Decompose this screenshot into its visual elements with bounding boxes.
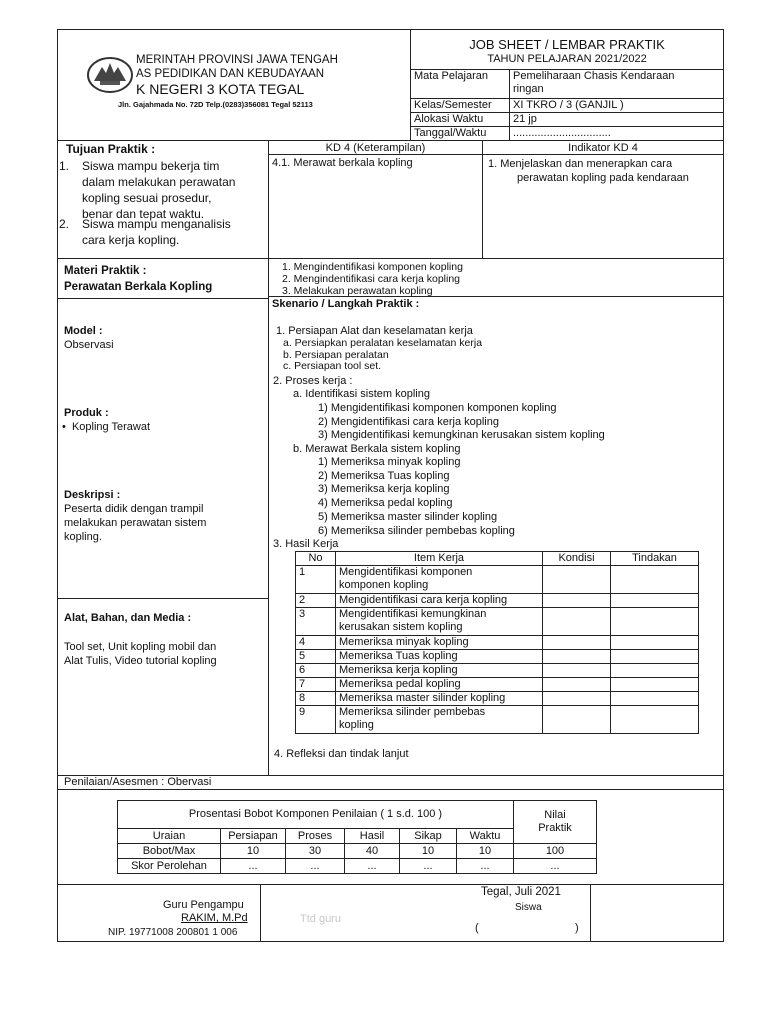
score-table: Prosentasi Bobot Komponen Penilaian ( 1 s.d. 100 ) Nilai Praktik Uraian Persiapan Proses Hasil Sikap Waktu Bobot/Max 10 30 40 10 10 100 Skor Perolehan ... ... ... ... ... ... [117, 800, 597, 874]
table-row: 1 Mengidentifikasi komponen komponen kopling [296, 566, 699, 594]
skor-row: Skor Perolehan ... ... ... ... ... ... [118, 859, 597, 874]
info-label: Kelas/Semester [411, 99, 510, 113]
info-value: Pemeliharaan Chasis Kendaraan ringan [510, 70, 724, 99]
score-table-title: Prosentasi Bobot Komponen Penilaian ( 1 s.d. 100 ) [118, 801, 514, 829]
skenario-heading: Skenario / Langkah Praktik : [272, 298, 420, 310]
materi-list: 1. Mengindentifikasi komponen kopling 2. Mengindentifikasi cara kerja kopling 3. Melakukan perawatan kopling [282, 261, 463, 297]
produk-value: • Kopling Terawat [62, 421, 151, 433]
school-logo [86, 55, 134, 95]
guru-name: RAKIM, M.Pd [181, 912, 248, 924]
step-4: 4. Refleksi dan tindak lanjut [274, 748, 409, 760]
step-2: 2. Proses kerja : [273, 375, 353, 387]
step-2a: a. Identifikasi sistem kopling [293, 388, 430, 400]
info-value: 21 jp [510, 113, 724, 127]
penilaian-heading: Penilaian/Asesmen : Obervasi [64, 776, 212, 788]
gov-line2: AS PEDIDIKAN DAN KEBUDAYAAN [136, 68, 325, 80]
border-bottom [57, 941, 724, 942]
indikator-item: 1. Menjelaskan dan menerapkan cara perawatan kopling pada kendaraan [488, 158, 689, 184]
col-no: No [296, 552, 336, 566]
school-address: Jln. Gajahmada No. 72D Telp.(0283)356081 Tegal 52113 [118, 100, 313, 109]
indikator-heading: Indikator KD 4 [568, 142, 638, 154]
ttd-placeholder: Ttd guru [300, 913, 341, 925]
info-label: Tanggal/Waktu [411, 127, 510, 141]
info-value: XI TKRO / 3 (GANJIL ) [510, 99, 724, 113]
col-tindakan: Tindakan [611, 552, 699, 566]
produk-label: Produk : [64, 407, 109, 419]
col-item: Item Kerja [336, 552, 543, 566]
academic-year: TAHUN PELAJARAN 2021/2022 [487, 53, 647, 65]
table-row: 7 Memeriksa pedal kopling [296, 678, 699, 692]
border-top [57, 29, 724, 30]
tujuan-heading: Tujuan Praktik : [66, 142, 156, 156]
alat-text: Tool set, Unit kopling mobil dan Alat Tulis, Video tutorial kopling [64, 641, 217, 667]
tujuan-num-2: 2. [59, 217, 70, 231]
tujuan-item-1: Siswa mampu bekerja tim dalam melakukan perawatan kopling sesuai prosedur, benar dan tepat waktu. [82, 159, 236, 221]
kd-item: 4.1. Merawat berkala kopling [272, 157, 413, 169]
place-date: Tegal, Juli 2021 [481, 886, 561, 898]
table-row: 2 Mengidentifikasi cara kerja kopling [296, 594, 699, 608]
step-3: 3. Hasil Kerja [273, 538, 339, 550]
border-right [723, 29, 724, 941]
info-label: Mata Pelajaran [411, 70, 510, 99]
table-row: 6 Memeriksa kerja kopling [296, 664, 699, 678]
step-2b: b. Merawat Berkala sistem kopling [293, 443, 461, 455]
materi-heading: Materi Praktik : [64, 265, 147, 277]
info-table [410, 69, 724, 141]
tujuan-num-1: 1. [59, 159, 70, 173]
guru-nip: NIP. 19771008 200801 1 006 [108, 927, 238, 938]
job-sheet-title: JOB SHEET / LEMBAR PRAKTIK [469, 37, 665, 52]
school-name: K NEGERI 3 KOTA TEGAL [136, 81, 305, 97]
border-left [57, 29, 58, 941]
tujuan-item-2: Siswa mampu menganalisis cara kerja kopling. [82, 217, 231, 247]
model-label: Model : [64, 325, 103, 337]
hasil-kerja-table [295, 551, 699, 734]
bracket-open: ( [475, 922, 479, 934]
table-row: 9 Memeriksa silinder pembebas kopling [296, 706, 699, 734]
table-row: 5 Memeriksa Tuas kopling [296, 650, 699, 664]
step-2a-list: 1) Mengidentifikasi komponen komponen kopling 2) Mengidentifikasi cara kerja kopling 3) Mengidentifikasi kemungkinan kerusakan sistem kopling [318, 402, 605, 442]
info-value: ................................ [510, 127, 724, 141]
materi-value: Perawatan Berkala Kopling [64, 281, 213, 293]
gov-line1: MERINTAH PROVINSI JAWA TENGAH [136, 54, 338, 66]
bobot-row: Bobot/Max 10 30 40 10 10 100 [118, 844, 597, 859]
model-value: Observasi [64, 339, 114, 351]
info-label: Alokasi Waktu [411, 113, 510, 127]
step-1-list: a. Persiapkan peralatan keselamatan kerja b. Persiapan peralatan c. Persiapan tool set. [283, 337, 483, 373]
alat-label: Alat, Bahan, dan Media : [64, 612, 192, 624]
kd-heading: KD 4 (Keterampilan) [325, 142, 426, 154]
deskripsi-text: Peserta didik dengan trampil melakukan perawatan sistem kopling. [64, 503, 207, 543]
step-1: 1. Persiapan Alat dan keselamatan kerja [276, 325, 473, 337]
table-row: 3 Mengidentifikasi kemungkinan kerusakan sistem kopling [296, 608, 699, 636]
step-2b-list: 1) Memeriksa minyak kopling 2) Memeriksa Tuas kopling 3) Memeriksa kerja kopling 4) Memeriksa pedal kopling 5) Memeriksa master silinder kopling 6) Memeriksa silinder pembebas kopling [318, 456, 515, 537]
deskripsi-label: Deskripsi : [64, 489, 121, 501]
col-kondisi: Kondisi [543, 552, 611, 566]
table-row: 8 Memeriksa master silinder kopling [296, 692, 699, 706]
nilai-praktik-header: Nilai Praktik [514, 801, 597, 844]
guru-label: Guru Pengampu [163, 899, 244, 911]
table-row: 4 Memeriksa minyak kopling [296, 636, 699, 650]
siswa-label: Siswa [515, 902, 542, 913]
bracket-close: ) [575, 922, 579, 934]
